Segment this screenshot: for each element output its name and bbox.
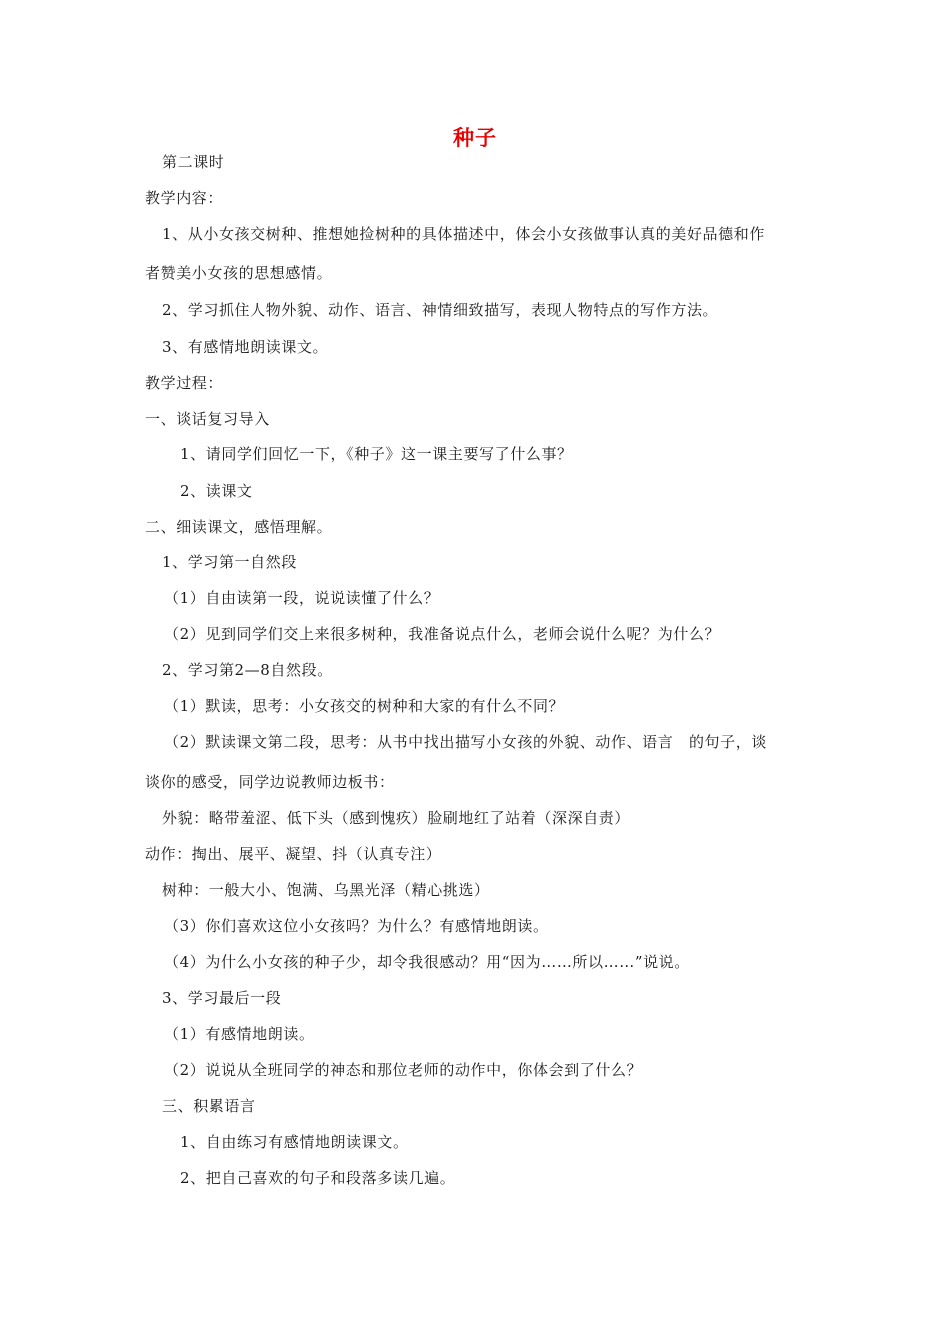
text-line: （2）见到同学们交上来很多树种，我准备说点什么，老师会说什么呢？为什么？ — [164, 625, 721, 643]
text-line: 3、有感情地朗读课文。 — [162, 338, 329, 356]
text-line: 外貌：略带羞涩、低下头（感到愧疚）脸刷地红了站着（深深自责） — [162, 809, 631, 827]
text-line: 第二课时 — [162, 153, 225, 171]
text-line: 3、学习最后一段 — [162, 989, 282, 1007]
text-line: 树种：一般大小、饱满、乌黑光泽（精心挑选） — [162, 881, 490, 899]
text-line: 谈你的感受，同学边说教师边板书： — [145, 773, 395, 791]
section-heading: 一、谈话复习导入 — [145, 410, 270, 428]
text-line: 教学过程： — [145, 374, 224, 392]
text-line: 1、从小女孩交树种、推想她捡树种的具体描述中，体会小女孩做事认真的美好品德和作 — [162, 225, 765, 243]
text-line: 1、学习第一自然段 — [162, 553, 297, 571]
text-line: （2）默读课文第二段，思考：从书中找出描写小女孩的外貌、动作、语言 的句子，谈 — [164, 733, 767, 751]
section-heading: 二、细读课文，感悟理解。 — [145, 518, 333, 536]
text-line: 1、请同学们回忆一下，《种子》这一课主要写了什么事？ — [180, 445, 573, 463]
section-heading: 三、积累语言 — [162, 1097, 256, 1115]
text-line: 1、自由练习有感情地朗读课文。 — [180, 1133, 409, 1151]
text-line: 2、学习抓住人物外貌、动作、语言、神情细致描写，表现人物特点的写作方法。 — [162, 301, 719, 319]
text-line: （2）说说从全班同学的神态和那位老师的动作中，你体会到了什么？ — [164, 1061, 643, 1079]
text-line: 2、把自己喜欢的句子和段落多读几遍。 — [180, 1169, 456, 1187]
text-line: 2、读课文 — [180, 482, 253, 500]
text-line: （4）为什么小女孩的种子少，却令我很感动？用“因为……所以……”说说。 — [164, 953, 690, 971]
text-line: （1）有感情地朗读。 — [164, 1025, 315, 1043]
text-line: （3）你们喜欢这位小女孩吗？为什么？有感情地朗读。 — [164, 917, 549, 935]
text-line: 动作：掏出、展平、凝望、抖（认真专注） — [145, 845, 442, 863]
text-line: 2、学习第2—8自然段。 — [162, 661, 333, 679]
text-line: （1）默读，思考：小女孩交的树种和大家的有什么不同？ — [164, 697, 565, 715]
text-line: 教学内容： — [145, 189, 224, 207]
text-line: 者赞美小女孩的思想感情。 — [145, 264, 333, 282]
text-line: （1）自由读第一段，说说读懂了什么？ — [164, 589, 440, 607]
document-title: 种子 — [453, 126, 497, 150]
